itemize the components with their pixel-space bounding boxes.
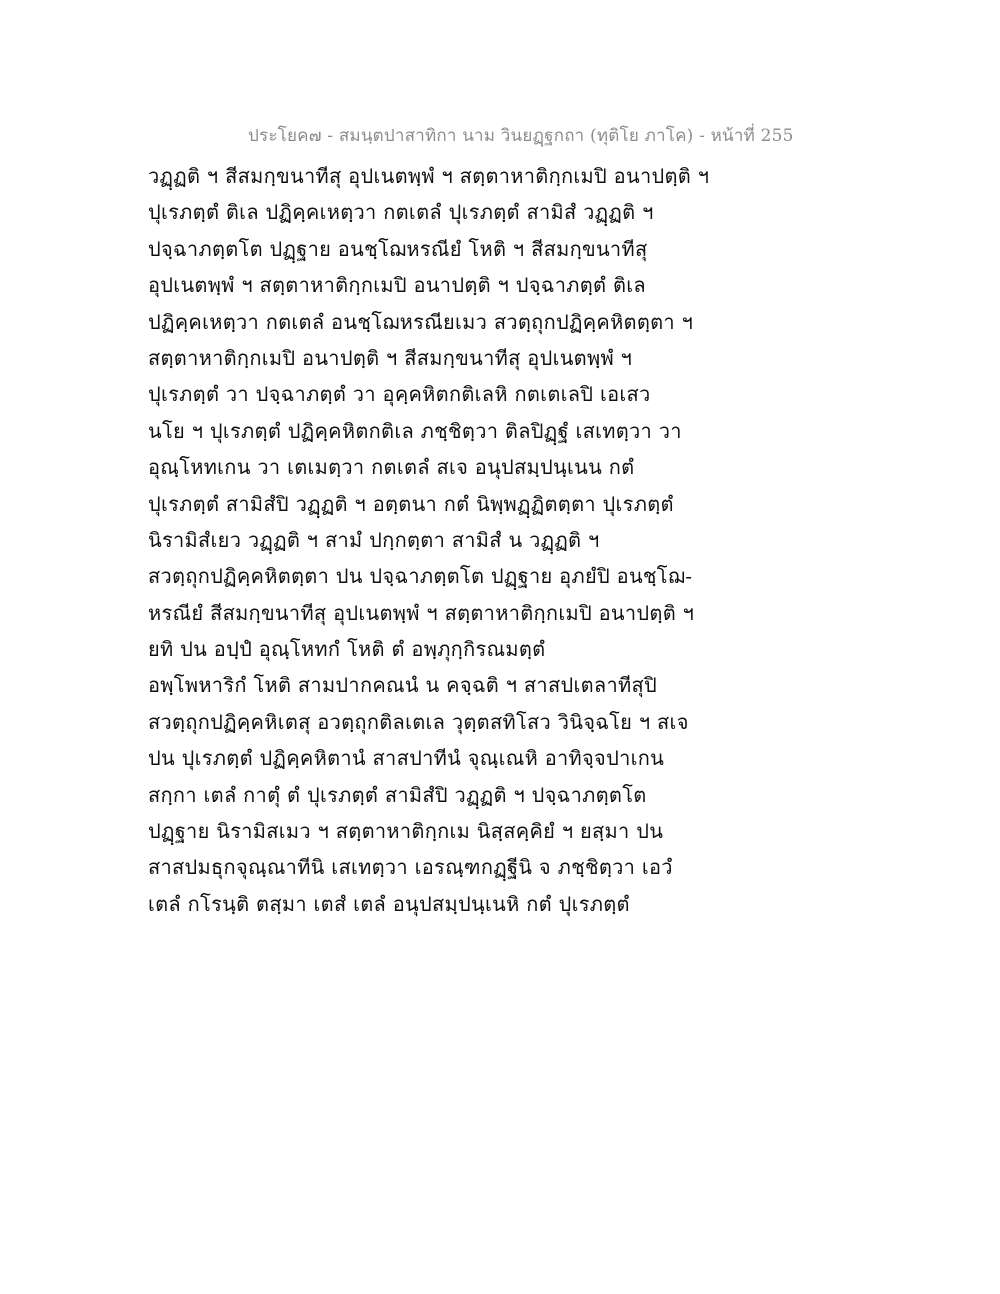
text-line: ปุเรภตฺตํ วา ปจฺฉาภตฺตํ วา อุคฺคหิตกติเลหิ กตเตเลปิ เอเสว [148, 382, 651, 407]
text-line: อุณฺโหทเกน วา เตเมตฺวา กตเตลํ สเจ อนุปสมฺปนฺเนน กตํ [148, 455, 635, 480]
text-line: นิรามิสํเยว วฏฺฏติ ฯ สามํ ปกฺกตฺตา สามิสํ น วฏฺฏติ ฯ [148, 527, 600, 552]
text-line: สวตฺถุกปฏิคฺคหิตตฺตา ปน ปจฺฉาภตฺตโต ปฏฺฐาย อุภยํปิ อนชฺโฌ- [148, 564, 693, 589]
text-line: ปุเรภตฺตํ ติเล ปฏิคฺคเหตฺวา กตเตลํ ปุเรภตฺตํ สามิสํ วฏฺฏติ ฯ [148, 200, 654, 225]
text-line: ปน ปุเรภตฺตํ ปฏิคฺคหิตานํ สาสปาทีนํ จุณฺเณหิ อาทิจฺจปาเกน [148, 746, 665, 771]
text-line: วฏฺฏติ ฯ สีสมกฺขนาทีสุ อุปเนตพฺพํ ฯ สตฺตาหาติกฺกเมปิ อนาปตฺติ ฯ [148, 164, 710, 188]
text-line: สาสปมธุกจุณฺณาทีนิ เสเทตฺวา เอรณฺฑกฏฺฐีนิ จ ภชฺชิตฺวา เอวํ [148, 855, 673, 880]
text-line: สกฺกา เตลํ กาตุํ ตํ ปุเรภตฺตํ สามิสํปิ วฏฺฏติ ฯ ปจฺฉาภตฺตโต [148, 782, 647, 807]
text-line: อุปเนตพฺพํ ฯ สตฺตาหาติกฺกเมปิ อนาปตฺติ ฯ ปจฺฉาภตฺตํ ติเล [148, 273, 646, 298]
text-line: ปจฺฉาภตฺตโต ปฏฺฐาย อนชฺโฌหรณียํ โหติ ฯ สีสมกฺขนาทีสุ [148, 236, 648, 261]
text-line: อพฺโพหาริกํ โหติ สามปากคณนํ น คจฺฉติ ฯ สาสปเตลาทีสุปิ [148, 673, 657, 698]
text-line: นโย ฯ ปุเรภตฺตํ ปฏิคฺคหิตกติเล ภชฺชิตฺวา ติลปิฏฺฐํ เสเทตฺวา วา [148, 418, 682, 443]
text-line: สวตฺถุกปฏิคฺคหิเตสุ อวตฺถุกติลเตเล วุตฺตสทิโสว วินิจฺฉโย ฯ สเจ [148, 709, 689, 734]
text-line: ปฏฺฐาย นิรามิสเมว ฯ สตฺตาหาติกฺกเม นิสฺสคฺคิยํ ฯ ยสฺมา ปน [148, 819, 664, 844]
body-text [148, 158, 708, 922]
text-line: หรณียํ สีสมกฺขนาทีสุ อุปเนตพฺพํ ฯ สตฺตาหาติกฺกเมปิ อนาปตฺติ ฯ [148, 600, 695, 625]
text-line: ปฏิคฺคเหตฺวา กตเตลํ อนชฺโฌหรณียเมว สวตฺถุกปฏิคฺคหิตตฺตา ฯ [148, 309, 694, 334]
text-line: ยทิ ปน อปฺปํ อุณฺโหทกํ โหติ ตํ อพฺภุกฺกิรณมตฺตํ [148, 637, 546, 662]
text-line: เตลํ กโรนฺติ ตสฺมา เตสํ เตลํ อนุปสมฺปนฺเนหิ กตํ ปุเรภตฺตํ [148, 891, 630, 916]
running-header: ประโยค๗ - สมนฺตปาสาทิกา นาม วินยฏฺฐกถา (ทุติโย ภาโค) - หน้าที่ 255 [248, 126, 794, 146]
text-line: ปุเรภตฺตํ สามิสํปิ วฏฺฏติ ฯ อตฺตนา กตํ นิพฺพฏฺฏิตตฺตา ปุเรภตฺตํ [148, 491, 674, 516]
text-line: สตฺตาหาติกฺกเมปิ อนาปตฺติ ฯ สีสมกฺขนาทีสุ อุปเนตพฺพํ ฯ [148, 345, 633, 370]
